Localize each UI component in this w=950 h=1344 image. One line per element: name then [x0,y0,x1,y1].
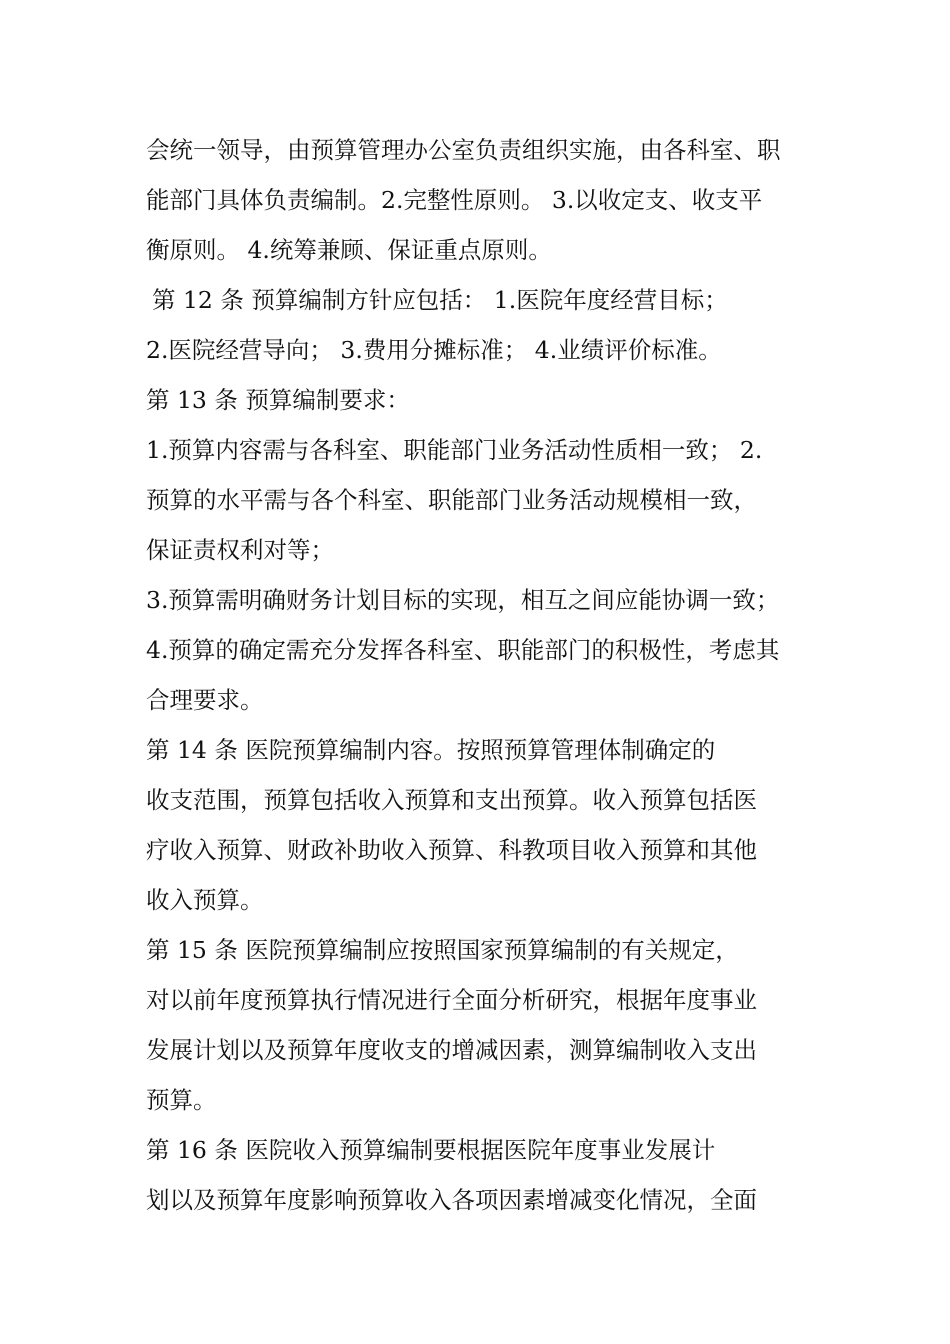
text-line: 合理要求。 [146,686,264,714]
text-line: 4.预算的确定需充分发挥各科室、职能部门的积极性，考虑其 [146,636,780,664]
text-line: 疗收入预算、财政补助收入预算、科教项目收入预算和其他 [146,836,757,864]
article-13-heading: 第 13 条 预算编制要求： [146,386,410,414]
text-line: 3.预算需明确财务计划目标的实现，相互之间应能协调一致； [146,586,780,614]
text-line: 保证责权利对等； [146,536,334,564]
text-line: 能部门具体负责编制。2.完整性原则。 3.以收定支、收支平 [146,186,763,214]
article-12-heading: 第 12 条 预算编制方针应包括： 1.医院年度经营目标； [152,286,728,314]
text-line: 会统一领导，由预算管理办公室负责组织实施，由各科室、职 [146,136,781,164]
text-line: 2.医院经营导向； 3.费用分摊标准； 4.业绩评价标准。 [146,336,722,364]
text-line: 划以及预算年度影响预算收入各项因素增减变化情况，全面 [146,1186,757,1214]
text-line: 预算。 [146,1086,217,1114]
article-15-heading: 第 15 条 医院预算编制应按照国家预算编制的有关规定， [146,936,739,964]
text-line: 收支范围，预算包括收入预算和支出预算。收入预算包括医 [146,786,757,814]
text-line: 收入预算。 [146,886,264,914]
document-body [146,125,811,1225]
text-line: 1.预算内容需与各科室、职能部门业务活动性质相一致； 2. [146,436,763,464]
text-line: 预算的水平需与各个科室、职能部门业务活动规模相一致， [146,486,757,514]
text-line: 发展计划以及预算年度收支的增减因素，测算编制收入支出 [146,1036,757,1064]
text-line: 对以前年度预算执行情况进行全面分析研究，根据年度事业 [146,986,757,1014]
article-14-heading: 第 14 条 医院预算编制内容。按照预算管理体制确定的 [146,736,716,764]
article-16-heading: 第 16 条 医院收入预算编制要根据医院年度事业发展计 [146,1136,716,1164]
text-line: 衡原则。 4.统筹兼顾、保证重点原则。 [146,236,552,264]
